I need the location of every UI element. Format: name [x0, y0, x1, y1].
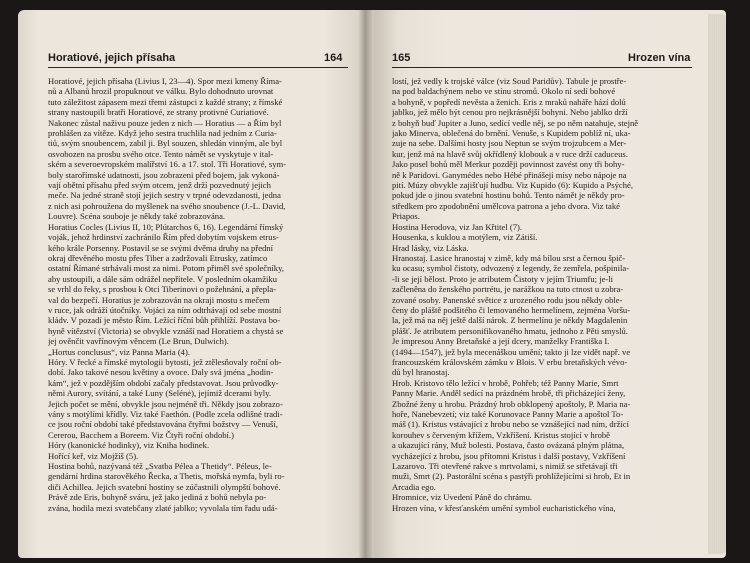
text-line: zuje na sebe. Dalšími hosty jsou Neptun se svým trojzubcem a Mer- — [392, 138, 627, 149]
text-line: kur, jenž má na hlavě svůj okřídlený klobouk a v ruce drží caduceus. — [392, 148, 628, 159]
text-line: okraj dřevěného mostu přes Tiber a zadržovali Etrusky, zatímco — [48, 252, 268, 263]
text-line: kého krále Porsenny. Postavil se se svými dvěma druhy na přední — [48, 242, 273, 253]
text-line: kládv. V pozadí je město Řím. Ležící říční bůh přihlíží. Postava bo- — [48, 315, 281, 326]
text-line: zované osoby. Panenské světice z urozeného rodu jsou někdy oble- — [392, 294, 623, 305]
text-line: začleněna do ženského portrétu, je narážkou na tuto ctnost u zobra- — [392, 284, 624, 295]
text-line: prohlášen za vítěze. Když jeho sestra truchlila nad jedním z Curia- — [48, 128, 277, 139]
text-line: Priapos. — [392, 211, 420, 222]
text-line: pokud jde o jinou svatební hostinu bohů. Tento námět je někdy pro- — [392, 190, 625, 201]
text-line: osvobozen na prosbu svého otce. Tento námět se vyskytuje v ital- — [48, 148, 274, 159]
text-line: Hrad lásky, viz Láska. — [392, 242, 469, 253]
text-line: a ukazující rány, Muž bolesti. Postava, často ovázaná plným plátna, — [392, 440, 625, 451]
text-line: la, jež má na něj ještě další nárok. Z hermelínu je někdy Magdalenin — [392, 315, 628, 326]
text-line: voják, jehož hrdinství zachránilo Řím před dobytím vojskem etrus- — [48, 232, 279, 243]
text-line: máš (1). Kristus vstávající z hrobu nebo se vznášející nad ním, držící — [392, 419, 629, 430]
text-line: diči Achillea. Jejich svatební hostiny se zúčastnili olympští bohové. — [48, 481, 281, 492]
text-line: středkem pro zpodobnění umělcova patrona a jeho dvora. Viz také — [392, 200, 620, 211]
text-line: Hořící keř, viz Mojžíš (5). — [48, 450, 139, 461]
text-line: Housenka, s kuklou a motýlem, viz Zátiší. — [392, 232, 538, 243]
text-line: Lazarovo. Tři otevřené rakve s mrtvolami, s nimiž se střetávají tři — [392, 461, 618, 472]
text-line: vají obětní přísahu před svým otcem, jenž drží pozvednutý jejich — [48, 180, 271, 191]
text-line: čeny do pláště podšitého či lemovaného hermelínem, zejména Voršu- — [392, 304, 631, 315]
text-line: ském a severoevropském malířství 16. a 17. stol. Tři Horatiové, sym- — [48, 159, 287, 170]
text-line: Nakonec zůstal naživu pouze jeden z nich — Horatius — a Řím byl — [48, 117, 282, 128]
text-line: na pod baldachýnem nebo ve stínu stromů. Okolo ní sedí bohové — [392, 86, 616, 97]
text-line: strany nastoupili bratři Horatiové, ze strany protivné Curiatiové. — [48, 107, 269, 118]
text-line: Jejich počet se mění, obvykle jsou nejméně tři. Někdy jsou zobrazo- — [48, 398, 283, 409]
text-line: val do bezpečí. Horatius je zobrazován na okraji mostu s mečem — [48, 294, 270, 305]
book-gutter — [358, 10, 374, 558]
text-line: zvána, hodila mezi svatebčany zlaté jablko; vyvolala tím řadu udá- — [48, 502, 278, 513]
text-line: se vrhl do řeky, s prosbou k Otci Tiberinovi o požehnání, a přepla- — [48, 284, 277, 295]
text-line: lostí, jež vedly k trojské válce (viz Soud Paridův). Tabule je prostře- — [392, 76, 627, 86]
text-line: Jako posel bohů měl Merkur později povinnost zavést ony tři bohy- — [392, 159, 625, 170]
text-line: Hromnice, viz Uvedení Páně do chrámu. — [392, 492, 533, 503]
text-line: tiů, svým snoubencem, zabil ji. Byl souzen, shledán vinným, ale byl — [48, 138, 283, 149]
text-line: v ruce, jak odráží útočníky. Vojáci za ním odtrhávají od sebe mostní — [48, 304, 282, 315]
left-running-head: Horatiové, jejich přísaha — [48, 52, 176, 64]
text-line: jako Minerva, oblečená do brnění. Venuše, s Kupidem poblíž ní, uka- — [392, 128, 631, 139]
text-line: Horatiové, jejich přísaha (Livius I, 23—4). Spor mezi kmeny Říma- — [48, 76, 282, 86]
text-line: Louvre). Scéna souboje je někdy také zobrazována. — [48, 211, 226, 222]
text-line: Zbožné ženy u hrobu. Prázdný hrob obklopený apoštoly, P. Maria na- — [392, 398, 631, 409]
right-running-head: Hrozen vína — [628, 52, 691, 64]
text-line: plášť. Je atributem personifikovaného hmatu, jednoho z Pěti smyslů. — [392, 325, 628, 336]
text-line: Hostina bohů, nazývaná též „Svatba Pélea a Thetidy“. Péleus, le- — [48, 461, 272, 472]
text-line: dobí. Jako takové nesou květiny a ovoce. Daly svá jména „hodin- — [48, 367, 274, 378]
text-line: Hranostaj. Lasice hranostaj v zimě, kdy má bílou srst a černou špič- — [392, 252, 626, 263]
text-line: ku ocasu; symbol čistoty, odvozený z legendy, že zemřela, pošpinila- — [392, 263, 630, 274]
text-line: vycházející z hrobu, jsou přítomni Kristus i další postavy, Vzkříšení — [392, 450, 626, 461]
text-line: Arcadia ego. — [392, 481, 436, 492]
text-line: Horatius Cocles (Livius II, 10; Plútarchos 6, 16). Legendární římský — [48, 221, 284, 232]
text-line: (1494—1547), jež byla mecenáškou umění; takto ji lze vidět např. ve — [392, 346, 631, 357]
left-body-text — [48, 76, 348, 513]
text-line: Cererou, Bacchem a Boreem. Viz Čtyři roční období.) — [48, 429, 234, 440]
text-line: francouzském královském zámku v Blois. V erbu bretaňských vévo- — [392, 356, 628, 367]
text-line: z nich asi pohroužena do myšlenek na svého snoubence (J.-L. David, — [48, 200, 286, 211]
text-line: muži, Smrt (2). Pastorální scéna s pastýři prohlížejícími si hrob, Et in — [392, 471, 631, 482]
text-line: Panny Marie. Anděl sedící na prázdném hrobě, tři přicházející ženy, — [392, 388, 626, 399]
text-line: ce jsou roční období také představována čtyřmi božstvy — Venuší, — [48, 419, 278, 430]
text-line: kám“, jež v pozdějším období začaly představovat. Jsou průvodky- — [48, 377, 279, 388]
open-book — [18, 10, 744, 558]
right-body-text — [392, 76, 692, 513]
text-line: jej ověnčit vavřínovým věncem (Le Brun, Dulwich). — [48, 336, 229, 347]
text-line: hoře, Nanebevzetí; viz také Korunovace Panny Marie a apoštol To- — [392, 409, 624, 419]
text-line: „Hortus conclusus“, viz Panna Maria (4). — [48, 346, 190, 357]
text-line: aby ustoupili, a dále sám odrážel nepřítele. V posledním okamžiku — [48, 273, 278, 284]
text-line: ně k Paridovi. Ganymédes nebo Hébé přinášejí mísy nebo nápoje na — [392, 169, 627, 180]
text-line: boly starořímské udatnosti, jsou zobrazeni před bojem, jak vykoná- — [48, 169, 280, 180]
text-line: Hrozen vína, v křesťanském umění symbol eucharistického vína, — [392, 502, 616, 513]
text-line: vány s motýlími křídly. Viz také Faethón. (Podle zcela odlišné tradi- — [48, 409, 283, 419]
text-line: korouhev s červeným křížem, Vzkříšení. Kristus stojící v hrobě — [392, 429, 610, 440]
text-line: gendární hrdina starověkého Řecka, a Thetis, mořská nymfa, byli ro- — [48, 471, 285, 482]
text-line: pití. Múzy obvykle zajišťují hudbu. Viz Kupido (6): Kupido a Psýché, — [392, 180, 633, 191]
text-line: dů byl hranostaj. — [392, 367, 450, 378]
text-line: Je impresou Anny Bretaňské a její dcery, manželky Františka I. — [392, 336, 610, 347]
text-line: Právě zde Eris, bohyně sváru, jež jako jediná z bohů nebyla po- — [48, 492, 267, 503]
left-page — [18, 10, 374, 558]
text-line: a bohyně, v popředí nevěsta a ženich. Eris z mraků naháře hází dolů — [392, 96, 626, 107]
text-line: němi Aurory, svítání, a také Luny (Selénė), jejímiž dcerami byly. — [48, 388, 271, 399]
right-page — [374, 10, 726, 558]
text-line: tuto záležitost zápasem mezi třemi zástupci z každé strany; z římské — [48, 96, 283, 107]
text-line: Hrob. Kristovo tělo ležící v hrobě, Pohřeb; též Panny Marie, Smrt — [392, 377, 619, 388]
text-line: -li se její bělost. Proto je atributem Čistoty v jejím Triumfu; je-li — [392, 273, 614, 284]
text-line: hyně vítězství (Victoria) se obvykle vznáší nad Horatiem a chystá se — [48, 325, 284, 336]
left-header-rule — [48, 67, 348, 68]
text-line: z bohyň buď Jupiter a Juno, sedící vedle něj, se po něm natahuje, stejně — [392, 117, 639, 128]
text-line: meče. Na jedné straně stojí jejich sestry v trpné odevzdanosti, jedna — [48, 190, 281, 201]
text-line: jablko, jež mělo být cenou pro nejkrásnější bohyni. Nebo jablko drží — [392, 107, 628, 118]
right-page-number: 165 — [392, 52, 411, 64]
text-line: Hostina Herodova, viz Jan Křtitel (7). — [392, 221, 523, 232]
text-line: nů a Albanů hrozil propuknout ve válku. Bylo dohodnuto urovnat — [48, 86, 274, 97]
text-line: Hóry. V řecké a římské mytologii bytosti, jež ztělesňovaly roční ob- — [48, 356, 282, 367]
left-page-number: 164 — [324, 52, 343, 64]
right-header-rule — [392, 67, 692, 68]
text-line: ostatní Římané strhávali most za nimi. Potom přiměl své společníky, — [48, 263, 284, 274]
page-edges — [708, 14, 726, 554]
text-line: Hóry (kanonické hodinky), viz Kniha hodinek. — [48, 440, 210, 451]
